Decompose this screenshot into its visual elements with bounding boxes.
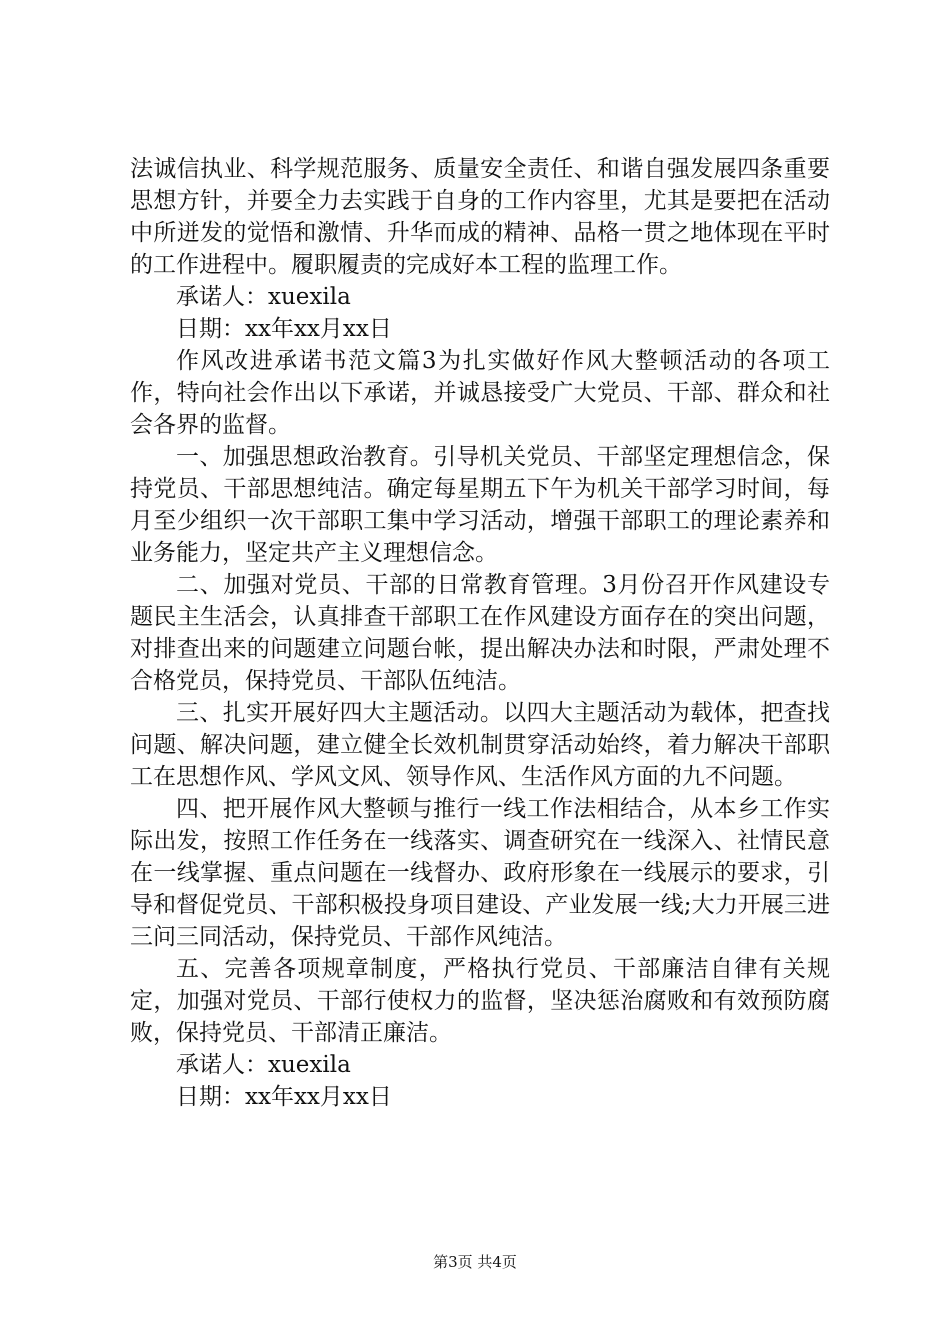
date-line: 日期：xx年xx月xx日 — [176, 316, 392, 342]
document-body — [130, 153, 830, 1113]
paragraph-continuation: 法诚信执业、科学规范服务、质量安全责任、和谐自强发展四条重要思想方针，并要全力去实践于自身的工作内容里，尤其是要把在活动中所迸发的觉悟和激情、升华而成的精神、品格一贯之地体现在平时的工作进程中。履职履责的完成好本工程的监理工作。 — [130, 156, 830, 278]
signatory-line: 承诺人：xuexila — [176, 1052, 351, 1078]
paragraph-item-5: 五、完善各项规章制度，严格执行党员、干部廉洁自律有关规定，加强对党员、干部行使权力的监督，坚决惩治腐败和有效预防腐败，保持党员、干部清正廉洁。 — [130, 956, 830, 1046]
paragraph-item-2: 二、加强对党员、干部的日常教育管理。3月份召开作风建设专题民主生活会，认真排查干部职工在作风建设方面存在的突出问题，对排查出来的问题建立问题台帐，提出解决办法和时限，严肃处理不合格党员，保持党员、干部队伍纯洁。 — [130, 572, 830, 694]
paragraph-intro: 作风改进承诺书范文篇3为扎实做好作风大整顿活动的各项工作，特向社会作出以下承诺，并诚恳接受广大党员、干部、群众和社会各界的监督。 — [130, 348, 830, 438]
paragraph-item-3: 三、扎实开展好四大主题活动。以四大主题活动为载体，把查找问题、解决问题，建立健全长效机制贯穿活动始终，着力解决干部职工在思想作风、学风文风、领导作风、生活作风方面的九不问题。 — [130, 700, 830, 790]
signatory-line: 承诺人：xuexila — [176, 284, 351, 310]
page-number: 第3页 共4页 — [433, 1253, 517, 1271]
paragraph-item-4: 四、把开展作风大整顿与推行一线工作法相结合，从本乡工作实际出发，按照工作任务在一线落实、调查研究在一线深入、社情民意在一线掌握、重点问题在一线督办、政府形象在一线展示的要求，引导和督促党员、干部积极投身项目建设、产业发展一线;大力开展三进三问三同活动，保持党员、干部作风纯洁。 — [130, 796, 830, 950]
date-line: 日期：xx年xx月xx日 — [176, 1084, 392, 1110]
paragraph-item-1: 一、加强思想政治教育。引导机关党员、干部坚定理想信念，保持党员、干部思想纯洁。确定每星期五下午为机关干部学习时间，每月至少组织一次干部职工集中学习活动，增强干部职工的理论素养和业务能力，坚定共产主义理想信念。 — [130, 444, 830, 566]
